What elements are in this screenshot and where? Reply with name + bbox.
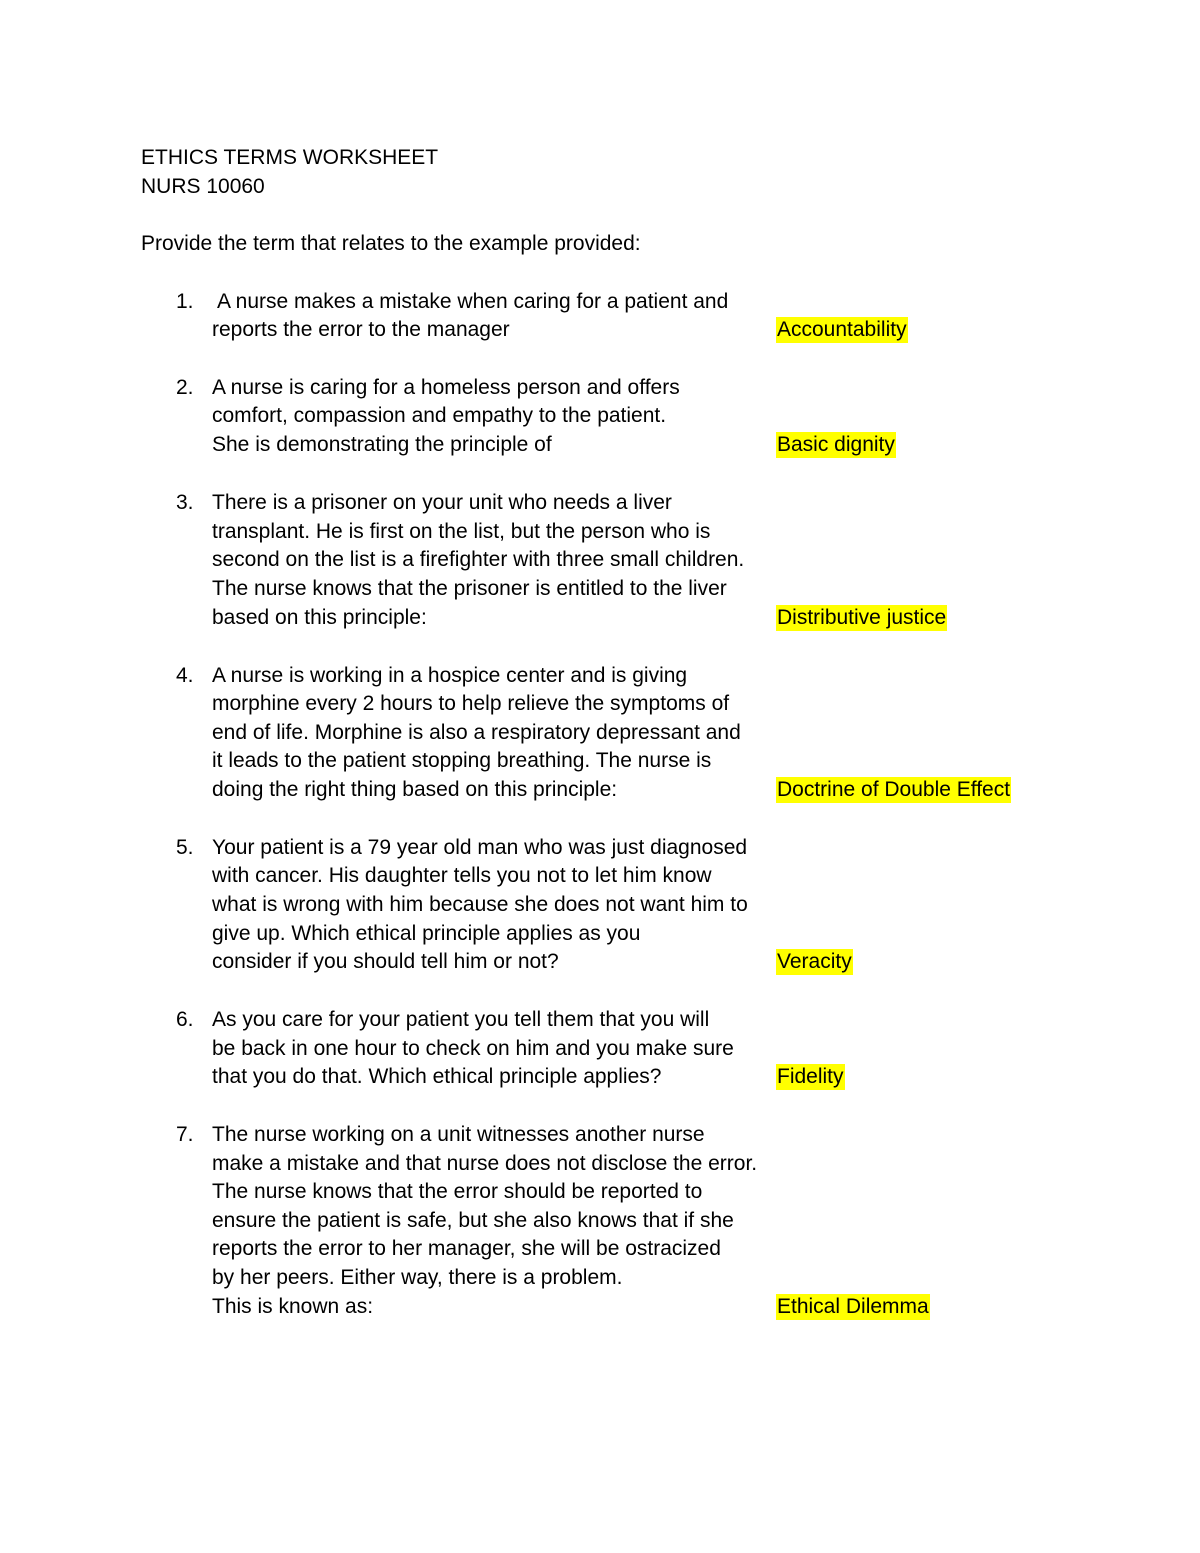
- question-line: consider if you should tell him or not?: [212, 950, 559, 973]
- answer-highlight: Veracity: [777, 950, 852, 973]
- answer-highlight: Basic dignity: [777, 433, 895, 456]
- question-line: make a mistake and that nurse does not disclose the error.: [212, 1152, 758, 1175]
- answer-highlight: Ethical Dilemma: [777, 1295, 929, 1318]
- question-line: reports the error to the manager: [212, 318, 510, 341]
- question-number: 1.: [176, 290, 194, 313]
- question-number: 2.: [176, 376, 194, 399]
- question-line: A nurse is working in a hospice center and is giving: [212, 664, 688, 687]
- course-code: NURS 10060: [141, 175, 265, 198]
- question-number: 6.: [176, 1008, 194, 1031]
- question-number: 7.: [176, 1123, 194, 1146]
- question-line: second on the list is a firefighter with three small children.: [212, 548, 745, 571]
- question-line: comfort, compassion and empathy to the patient.: [212, 404, 667, 427]
- question-line: A nurse is caring for a homeless person and offers: [212, 376, 680, 399]
- question-line: The nurse knows that the prisoner is entitled to the liver: [212, 577, 727, 600]
- question-line: with cancer. His daughter tells you not to let him know: [212, 864, 712, 887]
- instruction-text: Provide the term that relates to the example provided:: [141, 232, 641, 255]
- question-number: 3.: [176, 491, 194, 514]
- answer-highlight: Accountability: [777, 318, 907, 341]
- question-line: it leads to the patient stopping breathing. The nurse is: [212, 749, 712, 772]
- question-number: 5.: [176, 836, 194, 859]
- question-line: reports the error to her manager, she will be ostracized: [212, 1237, 721, 1260]
- question-line: that you do that. Which ethical principle applies?: [212, 1065, 662, 1088]
- question-line: transplant. He is first on the list, but the person who is: [212, 520, 711, 543]
- question-line: based on this principle:: [212, 606, 427, 629]
- question-line: The nurse working on a unit witnesses another nurse: [212, 1123, 705, 1146]
- question-line: ensure the patient is safe, but she also knows that if she: [212, 1209, 734, 1232]
- question-line: doing the right thing based on this principle:: [212, 778, 618, 801]
- question-line: end of life. Morphine is also a respiratory depressant and: [212, 721, 741, 744]
- question-line: morphine every 2 hours to help relieve the symptoms of: [212, 692, 730, 715]
- doc-title: ETHICS TERMS WORKSHEET: [141, 146, 439, 169]
- question-line: A nurse makes a mistake when caring for a patient and: [217, 290, 729, 313]
- answer-highlight: Doctrine of Double Effect: [777, 778, 1011, 801]
- question-line: by her peers. Either way, there is a problem.: [212, 1266, 623, 1289]
- question-number: 4.: [176, 664, 194, 687]
- question-line: This is known as:: [212, 1295, 374, 1318]
- question-line: She is demonstrating the principle of: [212, 433, 552, 456]
- question-line: be back in one hour to check on him and you make sure: [212, 1037, 734, 1060]
- question-line: As you care for your patient you tell them that you will: [212, 1008, 710, 1031]
- question-line: Your patient is a 79 year old man who was just diagnosed: [212, 836, 748, 859]
- answer-highlight: Fidelity: [777, 1065, 844, 1088]
- answer-highlight: Distributive justice: [777, 606, 947, 629]
- question-line: The nurse knows that the error should be reported to: [212, 1180, 703, 1203]
- question-line: what is wrong with him because she does not want him to: [212, 893, 748, 916]
- question-line: There is a prisoner on your unit who needs a liver: [212, 491, 672, 514]
- question-line: give up. Which ethical principle applies as you: [212, 922, 641, 945]
